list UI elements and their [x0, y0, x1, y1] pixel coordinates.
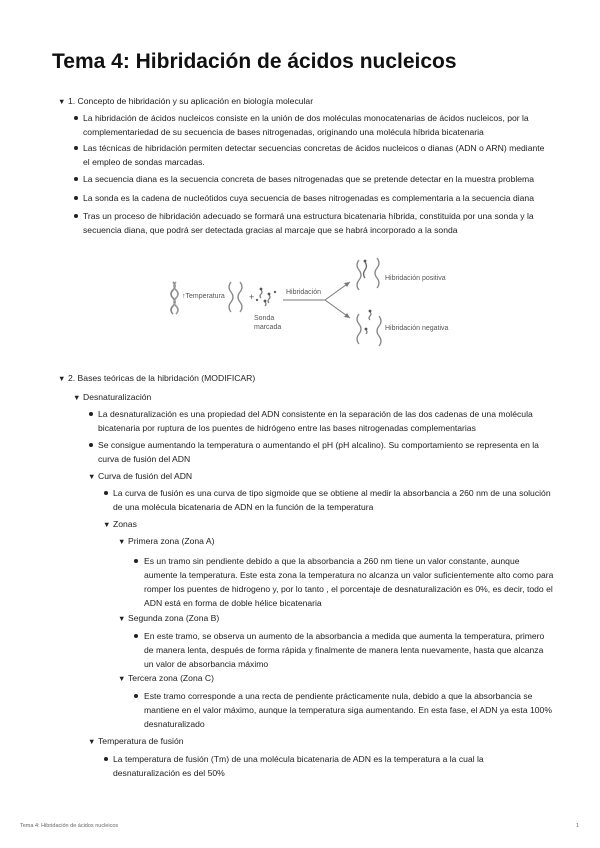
bullet-icon: [104, 491, 108, 495]
desnaturalizacion-heading[interactable]: ▼ Desnaturalización: [73, 391, 151, 405]
collapse-triangle-icon[interactable]: ▼: [118, 614, 126, 623]
collapse-triangle-icon[interactable]: ▼: [118, 674, 126, 683]
s1-bullet-1: La hibridación de ácidos nucleicos consiste en la unión de dos moléculas monocatenarias de ácidos nucleicos, por la complementariedad de su secuencia de bases nitrogenadas, originando una molécula híbrida bicatenaria: [83, 113, 529, 137]
bullet-icon: [89, 412, 93, 416]
probe-icon: [260, 290, 262, 298]
page-title: Tema 4: Hibridación de ácidos nucleicos: [52, 50, 457, 73]
hibridacion-negativa-label: Hibridación negativa: [385, 325, 449, 332]
section-1-heading[interactable]: ▼ 1. Concepto de hibridación y su aplicación en biología molecular: [58, 95, 313, 109]
s1-bullet-5: Tras un proceso de hibridación adecuado se formará una estructura bicatenaria híbrida, constituida por una sonda y la secuencia diana, que podrá ser detectada gracias al marcaje que se habrá incorporado a la sonda: [83, 211, 534, 235]
hybridization-diagram: [165, 250, 475, 354]
zona-b-text: En este tramo, se observa un aumento de la absorbancia a medida que aumenta la temperatura, primero de manera lenta, después de forma rápida y finalmente de manera lenta nuevamente, hasta que alcanza un valor de absorbancia máximo: [144, 631, 545, 669]
curva-fusion-heading[interactable]: ▼ Curva de fusión del ADN: [88, 470, 192, 484]
bullet-icon: [74, 116, 78, 120]
page-number: 1: [576, 823, 580, 829]
section-2-heading[interactable]: ▼ 2. Bases teóricas de la hibridación (MODIFICAR): [58, 372, 255, 386]
collapse-triangle-icon[interactable]: ▼: [73, 393, 81, 402]
desnat-bullet-1: La desnaturalización es una propiedad del ADN consistente en la separación de las dos cadenas de una molécula bicatenaria por ruptura de los puentes de hidrógeno entre las bases nitrogenadas complementarias: [98, 409, 533, 433]
bullet-icon: [74, 214, 78, 218]
sonda-label: Sonda: [254, 315, 275, 322]
collapse-triangle-icon[interactable]: ▼: [58, 374, 66, 383]
collapse-triangle-icon[interactable]: ▼: [103, 520, 111, 529]
s1-bullet-4: La sonda es la cadena de nucleótidos cuya secuencia de bases nitrogenadas es complementaria a la secuencia diana: [83, 193, 534, 203]
zona-b-heading[interactable]: ▼ Segunda zona (Zona B): [118, 612, 219, 626]
single-strand-icon: [229, 282, 233, 312]
collapse-triangle-icon[interactable]: ▼: [88, 737, 96, 746]
collapse-triangle-icon[interactable]: ▼: [118, 537, 126, 546]
footer-title: Tema 4: Hibridación de ácidos nucleicos: [20, 823, 119, 829]
temperatura-fusion-heading[interactable]: ▼ Temperatura de fusión: [88, 735, 184, 749]
collapse-triangle-icon[interactable]: ▼: [88, 472, 96, 481]
zona-a-text: Es un tramo sin pendiente debido a que la absorbancia a 260 nm tiene un valor constante, aunque aumente la temperatura. Este esta zona la temperatura no alcanza un valor suficientemente alto como para romper los puentes de hidrogeno y, por lo tanto , el porcentaje de desnaturalización es 0%, es decir, todo el ADN está en forma de doble hélice bicatenaria: [144, 556, 554, 608]
hibridacion-positiva-label: Hibridación positiva: [385, 275, 446, 282]
zona-c-heading[interactable]: ▼ Tercera zona (Zona C): [118, 672, 214, 686]
bullet-icon: [74, 177, 78, 181]
bullet-icon: [74, 146, 78, 150]
bullet-icon: [74, 196, 78, 200]
bullet-icon: [134, 694, 138, 698]
bullet-icon: [134, 559, 138, 563]
curva-bullet: La curva de fusión es una curva de tipo sigmoide que se obtiene al medir la absorbancia a 260 nm de una solución de una molécula bicatenaria de ADN en la función de la temperatura: [113, 488, 551, 512]
bullet-icon: [104, 757, 108, 761]
marcada-label: marcada: [254, 324, 282, 331]
bullet-icon: [134, 634, 138, 638]
single-strand-icon: [238, 282, 242, 312]
bullet-icon: [89, 443, 93, 447]
desnat-bullet-2: Se consigue aumentando la temperatura o aumentando el pH (pH alcalino). Su comportamiento se representa en la curva de fusión del ADN: [98, 440, 539, 464]
s1-bullet-2: Las técnicas de hibridación permiten detectar secuencias concretas de ácidos nucleicos o dianas (ADN o ARN) mediante el empleo de sondas marcadas.: [83, 143, 545, 167]
temperatura-label: ↑Temperatura: [182, 293, 225, 300]
zona-a-heading[interactable]: ▼ Primera zona (Zona A): [118, 535, 214, 549]
hibridacion-label: Hibridación: [286, 289, 322, 296]
collapse-triangle-icon[interactable]: ▼: [58, 97, 66, 106]
svg-text:+: +: [249, 292, 255, 302]
zonas-heading[interactable]: ▼ Zonas: [103, 518, 137, 532]
zona-c-text: Este tramo corresponde a una recta de pendiente prácticamente nula, debido a que la absorbancia se mantiene en el valor máximo, aunque la temperatura siga aumentando. En esta fase, el ADN ya esta 100% desnaturalizado: [144, 691, 552, 729]
s1-bullet-3: La secuencia diana es la secuencia concreta de bases nitrogenadas que se pretende detectar en la muestra problema: [83, 174, 534, 184]
fusion-bullet: La temperatura de fusión (Tm) de una molécula bicatenaria de ADN es la temperatura a la cual la desnaturalización es del 50%: [113, 754, 484, 778]
